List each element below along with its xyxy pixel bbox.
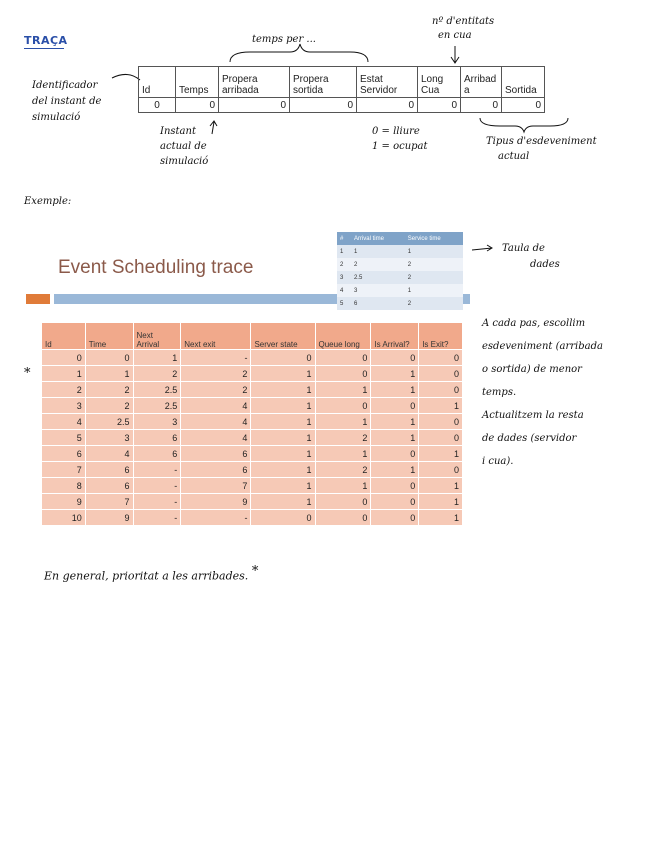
note-line: de dades (servidor [482, 433, 577, 444]
note-line: Actualitzem la resta [482, 410, 584, 421]
sched-cell: 1 [371, 366, 419, 382]
sched-header-cell: Is Exit? [419, 323, 463, 350]
note-identificador-3: simulació [32, 112, 81, 123]
sched-cell: 1 [371, 462, 419, 478]
sched-row [42, 494, 463, 510]
sched-cell: 0 [315, 366, 371, 382]
note-estat-2: 1 = ocupat [372, 141, 428, 152]
sched-cell: 1 [251, 494, 315, 510]
arrow-identificador [112, 74, 140, 80]
page-title: TRAÇA [24, 34, 68, 47]
sched-cell: 0 [315, 398, 371, 414]
trace-header-cell: Estat Servidor [357, 67, 418, 98]
sched-cell: 1 [315, 478, 371, 494]
sched-header-cell: Queue long [315, 323, 371, 350]
sched-cell: 6 [181, 462, 251, 478]
sched-row [42, 430, 463, 446]
sched-cell: 2 [181, 366, 251, 382]
note-identificador-1: Identificador [32, 80, 98, 91]
sched-cell: 1 [315, 382, 371, 398]
sched-row [42, 398, 463, 414]
sched-cell: - [181, 510, 251, 526]
sched-cell: 6 [181, 446, 251, 462]
sched-header-cell: Id [42, 323, 86, 350]
sched-cell: 0 [419, 462, 463, 478]
sched-header-cell: Next exit [181, 323, 251, 350]
sched-cell: 0 [419, 366, 463, 382]
mini-cell: 4 [337, 284, 351, 297]
sched-cell: 4 [42, 414, 86, 430]
sched-cell: 4 [181, 430, 251, 446]
sched-cell: 10 [42, 510, 86, 526]
sched-cell: 0 [42, 350, 86, 366]
sched-cell: 0 [371, 398, 419, 414]
sched-header-cell: Time [85, 323, 133, 350]
note-taula-1: Taula de [502, 243, 545, 254]
sched-cell: 0 [419, 350, 463, 366]
example-label: Exemple: [24, 196, 72, 207]
note-instant-1: Instant [160, 126, 196, 137]
sched-row [42, 366, 463, 382]
slide-title: Event Scheduling trace [58, 257, 254, 278]
note-identificador-2: del instant de [32, 96, 102, 107]
sched-cell: 2 [133, 366, 181, 382]
sched-header-cell: Is Arrival? [371, 323, 419, 350]
sched-cell: 1 [419, 478, 463, 494]
sched-cell: 1 [419, 446, 463, 462]
sched-cell: 1 [251, 430, 315, 446]
mini-data-table [337, 232, 463, 310]
sched-cell: 8 [42, 478, 86, 494]
sched-cell: 0 [419, 382, 463, 398]
sched-cell: 1 [419, 510, 463, 526]
sched-cell: 1 [251, 478, 315, 494]
trace-header-row [139, 67, 545, 98]
sched-row [42, 350, 463, 366]
sched-cell: 1 [85, 366, 133, 382]
arrow-long-cua [451, 46, 459, 63]
note-line: o sortida) de menor [482, 364, 582, 375]
mini-header-cell: # [337, 232, 351, 245]
mini-cell: 2 [405, 271, 463, 284]
sched-cell: 1 [251, 414, 315, 430]
sched-cell: 0 [315, 494, 371, 510]
mini-row [337, 297, 463, 310]
sched-cell: 4 [85, 446, 133, 462]
trace-value-cell: 0 [461, 98, 502, 113]
sched-cell: 1 [251, 366, 315, 382]
sched-cell: 9 [85, 510, 133, 526]
mini-cell: 1 [337, 245, 351, 258]
note-estat-1: 0 = lliure [372, 126, 420, 137]
sched-cell: 5 [42, 430, 86, 446]
mini-row [337, 258, 463, 271]
sched-cell: 2 [315, 462, 371, 478]
sched-cell: - [133, 510, 181, 526]
note-instant-2: actual de [160, 141, 207, 152]
note-cada-pas [482, 312, 652, 473]
sched-cell: 0 [251, 350, 315, 366]
sched-cell: 6 [133, 430, 181, 446]
sched-row [42, 414, 463, 430]
mini-cell: 2 [351, 258, 405, 271]
arrow-taula [472, 245, 492, 251]
mini-header-cell: Service time [405, 232, 463, 245]
sched-cell: 6 [42, 446, 86, 462]
sched-header-row [42, 323, 463, 350]
trace-header-cell: Sortida [502, 67, 545, 98]
sched-row [42, 382, 463, 398]
sched-cell: 0 [371, 350, 419, 366]
star-marker: * [24, 366, 31, 381]
note-num-entitats-1: nº d'entitats [432, 16, 495, 27]
sched-cell: 1 [251, 382, 315, 398]
sched-cell: 1 [251, 462, 315, 478]
note-line: esdeveniment (arribada [482, 341, 603, 352]
sched-cell: 1 [315, 446, 371, 462]
mini-row [337, 245, 463, 258]
trace-header-cell: Propera arribada [219, 67, 290, 98]
note-line: A cada pas, escollim [482, 318, 586, 329]
sched-header-cell: Server state [251, 323, 315, 350]
mini-cell: 6 [351, 297, 405, 310]
trace-header-cell: Arribad a [461, 67, 502, 98]
sched-cell: 0 [85, 350, 133, 366]
mini-cell: 3 [351, 284, 405, 297]
trace-value-cell: 0 [176, 98, 219, 113]
sched-cell: 1 [371, 430, 419, 446]
mini-row [337, 271, 463, 284]
sched-cell: - [181, 350, 251, 366]
mini-header-row [337, 232, 463, 245]
sched-cell: 2 [85, 382, 133, 398]
note-num-entitats-2: en cua [438, 30, 472, 41]
sched-cell: - [133, 478, 181, 494]
sched-cell: 6 [133, 446, 181, 462]
sched-cell: 2 [181, 382, 251, 398]
sched-cell: 7 [42, 462, 86, 478]
brace-temps-per [230, 44, 368, 62]
mini-row [337, 284, 463, 297]
sched-row [42, 446, 463, 462]
sched-cell: - [133, 462, 181, 478]
sched-cell: 1 [133, 350, 181, 366]
mini-cell: 2 [405, 258, 463, 271]
sched-cell: 6 [85, 478, 133, 494]
trace-table [138, 66, 545, 113]
footer-note [44, 564, 258, 583]
sched-cell: 0 [419, 414, 463, 430]
trace-value-cell: 0 [357, 98, 418, 113]
note-temps-per: temps per ... [252, 34, 316, 45]
sched-cell: 1 [315, 414, 371, 430]
note-tipus-2: actual [498, 151, 530, 162]
sched-cell: 3 [42, 398, 86, 414]
sched-cell: 9 [181, 494, 251, 510]
sched-cell: 2.5 [133, 382, 181, 398]
sched-cell: 9 [42, 494, 86, 510]
sched-cell: 0 [371, 478, 419, 494]
sched-cell: 0 [371, 510, 419, 526]
trace-header-cell: Propera sortida [290, 67, 357, 98]
note-line: temps. [482, 387, 517, 398]
sched-cell: 2 [85, 398, 133, 414]
trace-value-cell: 0 [219, 98, 290, 113]
sched-row [42, 510, 463, 526]
sched-cell: 0 [315, 510, 371, 526]
sched-cell: 7 [85, 494, 133, 510]
note-line: i cua). [482, 456, 514, 467]
sched-cell: 2.5 [133, 398, 181, 414]
trace-value-row [139, 98, 545, 113]
sched-cell: 3 [133, 414, 181, 430]
sched-cell: 0 [251, 510, 315, 526]
note-tipus-1: Tipus d'esdeveniment [486, 136, 597, 147]
trace-value-cell: 0 [139, 98, 176, 113]
sched-cell: 0 [315, 350, 371, 366]
footer-star: * [251, 564, 259, 579]
sched-cell: 1 [371, 414, 419, 430]
sched-cell: 3 [85, 430, 133, 446]
sched-header-cell: Next Arrival [133, 323, 181, 350]
sched-row [42, 462, 463, 478]
trace-value-cell: 0 [290, 98, 357, 113]
sched-cell: 7 [181, 478, 251, 494]
mini-header-cell: Arrival time [351, 232, 405, 245]
sched-cell: 1 [42, 366, 86, 382]
sched-cell: - [133, 494, 181, 510]
slide-accent-bar [26, 294, 50, 304]
trace-value-cell: 0 [418, 98, 461, 113]
sched-cell: 4 [181, 398, 251, 414]
sched-cell: 2 [42, 382, 86, 398]
mini-cell: 2.5 [351, 271, 405, 284]
mini-cell: 2 [337, 258, 351, 271]
footer-note-text: En general, prioritat a les arribades. [44, 569, 249, 583]
sched-cell: 2.5 [85, 414, 133, 430]
sched-cell: 4 [181, 414, 251, 430]
arrow-instant [210, 121, 217, 134]
trace-header-cell: Temps [176, 67, 219, 98]
sched-cell: 1 [419, 494, 463, 510]
sched-cell: 1 [251, 398, 315, 414]
sched-cell: 0 [419, 430, 463, 446]
mini-cell: 5 [337, 297, 351, 310]
mini-cell: 1 [405, 245, 463, 258]
sched-cell: 1 [371, 382, 419, 398]
brace-tipus [480, 118, 568, 132]
sched-cell: 2 [315, 430, 371, 446]
trace-value-cell: 0 [502, 98, 545, 113]
mini-cell: 1 [405, 284, 463, 297]
mini-cell: 3 [337, 271, 351, 284]
sched-cell: 6 [85, 462, 133, 478]
trace-header-cell: Long Cua [418, 67, 461, 98]
event-scheduling-table [41, 322, 463, 526]
mini-cell: 2 [405, 297, 463, 310]
sched-row [42, 478, 463, 494]
sched-cell: 1 [419, 398, 463, 414]
mini-cell: 1 [351, 245, 405, 258]
sched-cell: 0 [371, 494, 419, 510]
note-taula-2: dades [530, 259, 560, 270]
note-instant-3: simulació [160, 156, 209, 167]
sched-cell: 0 [371, 446, 419, 462]
sched-cell: 1 [251, 446, 315, 462]
trace-header-cell: Id [139, 67, 176, 98]
